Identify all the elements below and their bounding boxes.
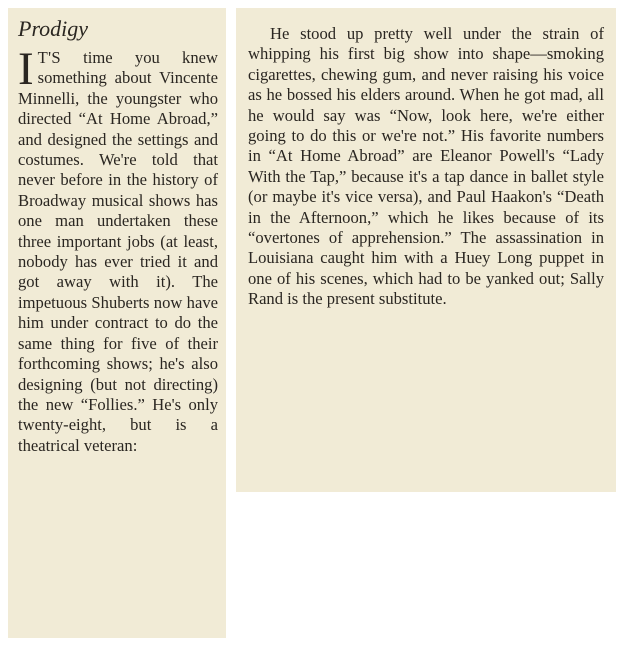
lead-in-caps: T'S [37,48,61,67]
drop-cap: I [18,43,34,95]
left-column [8,8,226,638]
left-column-text: time you knew something about Vincente Minnelli, the youngster who directed “At Home Abroad,” and designed the settings and costumes. We're told that never before in the history of Broadway musical shows has one man undertaken these three important jobs (at least, nobody has ever tried it and got away with it). The impetuous Shuberts now have him under contract to do the same thing for five of their forthcoming shows; he's also designing (but not directing) the new “Follies.” He's only twenty-eight, but is a theatrical veteran: [18,48,218,455]
right-column-paragraph: He stood up pretty well under the strain of whipping his first big show into shape—smoking cigarettes, chewing gum, and never raising his voice as he bossed his elders around. When he got mad, all he would say was “Now, look here, we're either going to do this or we're not.” His favorite numbers in “At Home Abroad” are Eleanor Powell's “Lady With the Tap,” because it's a tap dance in ballet style (or maybe it's vice versa), and Paul Haakon's “Death in the Afternoon,” which he likes because of its “overtones of apprehension.” The assassination in Louisiana caught him with a Huey Long puppet in one of his scenes, which had to be yanked out; Sally Rand is the present substitute. [248,24,604,309]
article-title: Prodigy [18,16,89,41]
right-column [236,8,616,492]
left-column-paragraph [18,43,218,456]
